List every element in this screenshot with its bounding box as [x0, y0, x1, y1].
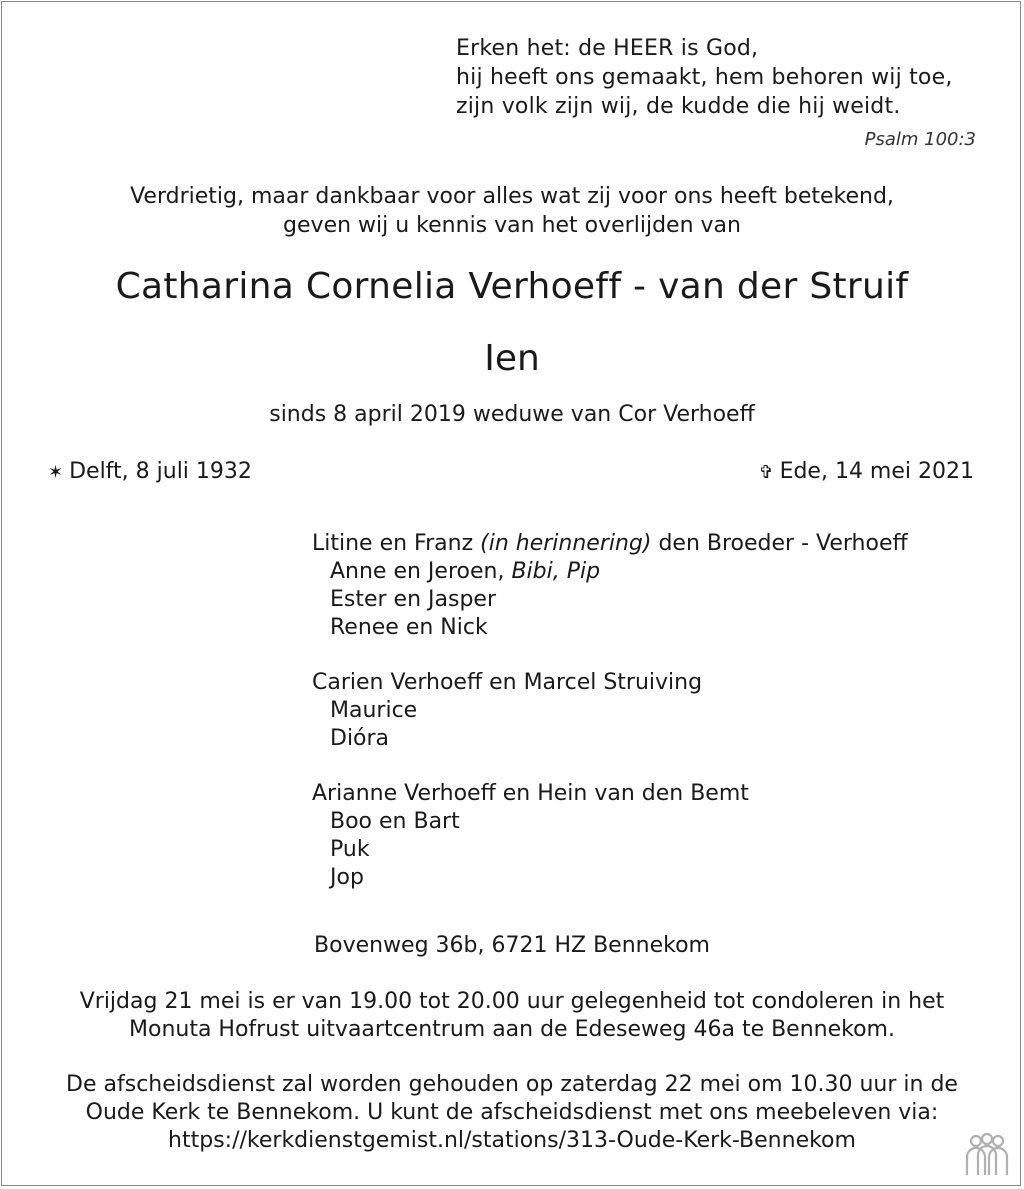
family-child — [312, 558, 908, 586]
family-child: Maurice — [330, 698, 418, 723]
home-address: Bovenweg 36b, 6721 HZ Bennekom — [314, 933, 710, 958]
family-child: Puk — [330, 837, 370, 862]
intro-text — [0, 182, 1024, 240]
condolence-info — [0, 988, 1024, 1044]
family-head-surname: den Broeder - Verhoeff — [651, 531, 908, 556]
child-name: Anne en Jeroen, — [330, 559, 512, 584]
family-child: Dióra — [330, 726, 390, 751]
verse-line: hij heeft ons gemaakt, hem behoren wij toe, — [456, 65, 953, 90]
star-icon: ✶ — [48, 462, 64, 483]
condolence-line: Monuta Hofrust uitvaartcentrum aan de Edeseweg 46a te Bennekom. — [129, 1017, 895, 1042]
family-head-note: (in herinnering) — [480, 531, 652, 556]
family-head: Carien Verhoeff en Marcel Struiving — [312, 670, 703, 695]
family-group — [312, 669, 702, 753]
psalm-verse — [456, 34, 953, 121]
family-child: Ester en Jasper — [330, 587, 497, 612]
grandchild-names: Bibi, Pip — [511, 559, 601, 584]
family-logo-icon — [962, 1133, 1012, 1177]
family-group — [312, 780, 749, 892]
family-child: Jop — [330, 865, 364, 890]
death-date: Ede, 14 mei 2021 — [779, 459, 974, 484]
service-info — [0, 1071, 1024, 1155]
death-info — [758, 459, 974, 484]
family-child: Boo en Bart — [330, 809, 460, 834]
family-group — [312, 530, 908, 642]
service-line: Oude Kerk te Bennekom. U kunt de afscheidsdienst met ons meebeleven via: — [85, 1100, 939, 1125]
psalm-reference: Psalm 100:3 — [864, 129, 976, 150]
cross-icon: ✞ — [758, 462, 774, 483]
verse-line: Erken het: de HEER is God, — [456, 36, 759, 61]
deceased-name: Catharina Cornelia Verhoeff - van der Struif — [115, 266, 909, 307]
family-head-name: Litine en Franz — [312, 531, 481, 556]
intro-line: Verdrietig, maar dankbaar voor alles wat zij voor ons heeft betekend, — [130, 184, 894, 209]
family-head: Arianne Verhoeff en Hein van den Bemt — [312, 781, 749, 806]
birth-date: Delft, 8 juli 1932 — [69, 459, 252, 484]
service-line: De afscheidsdienst zal worden gehouden op zaterdag 22 mei om 10.30 uur in de — [66, 1072, 958, 1097]
condolence-line: Vrijdag 21 mei is er van 19.00 tot 20.00 uur gelegenheid tot condoleren in het — [79, 989, 945, 1014]
widow-line: sinds 8 april 2019 weduwe van Cor Verhoeff — [269, 402, 755, 427]
family-head — [312, 530, 908, 558]
livestream-link[interactable]: https://kerkdienstgemist.nl/stations/313-Oude-Kerk-Bennekom — [168, 1128, 856, 1153]
family-child: Renee en Nick — [330, 615, 488, 640]
deceased-nickname: Ien — [484, 338, 540, 379]
intro-line: geven wij u kennis van het overlijden van — [283, 213, 741, 238]
birth-info — [48, 459, 252, 484]
verse-line: zijn volk zijn wij, de kudde die hij weidt. — [456, 94, 901, 119]
